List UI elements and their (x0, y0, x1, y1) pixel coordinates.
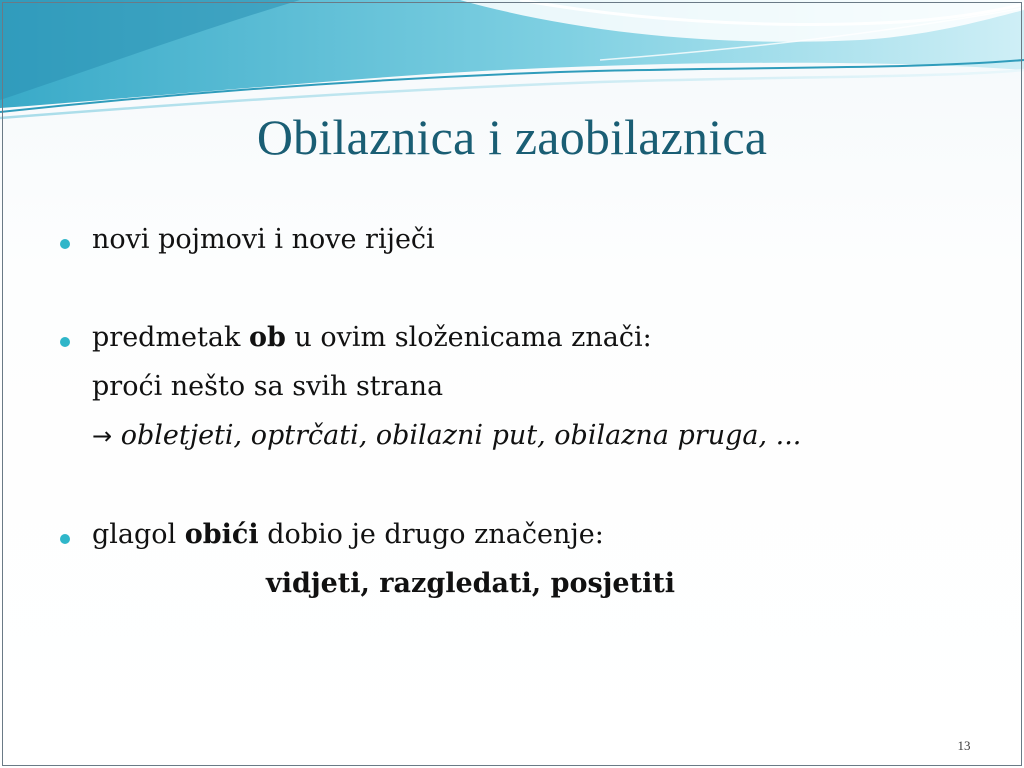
bullet-text: predmetak ob u ovim složenicama znači: (92, 322, 652, 353)
arrow-right-icon: → (92, 422, 113, 450)
bullet-text: novi pojmovi i nove riječi (92, 224, 435, 255)
page-number: 13 (957, 738, 971, 753)
meaning-text: vidjeti, razgledati, posjetiti (266, 568, 676, 599)
examples-text: obletjeti, optrčati, obilazni put, obilazna pruga, ... (120, 420, 802, 451)
bullet-icon (60, 534, 70, 544)
bullet-icon (60, 239, 70, 249)
emphasis-prefix: ob (248, 322, 286, 353)
emphasis-verb: obići (184, 519, 259, 550)
bullet-text: glagol obići dobio je drugo značenje: (92, 519, 604, 550)
slide-title: Obilaznica i zaobilaznica (256, 109, 768, 165)
bullet-icon (60, 337, 70, 347)
definition-text: proći nešto sa svih strana (92, 371, 444, 402)
